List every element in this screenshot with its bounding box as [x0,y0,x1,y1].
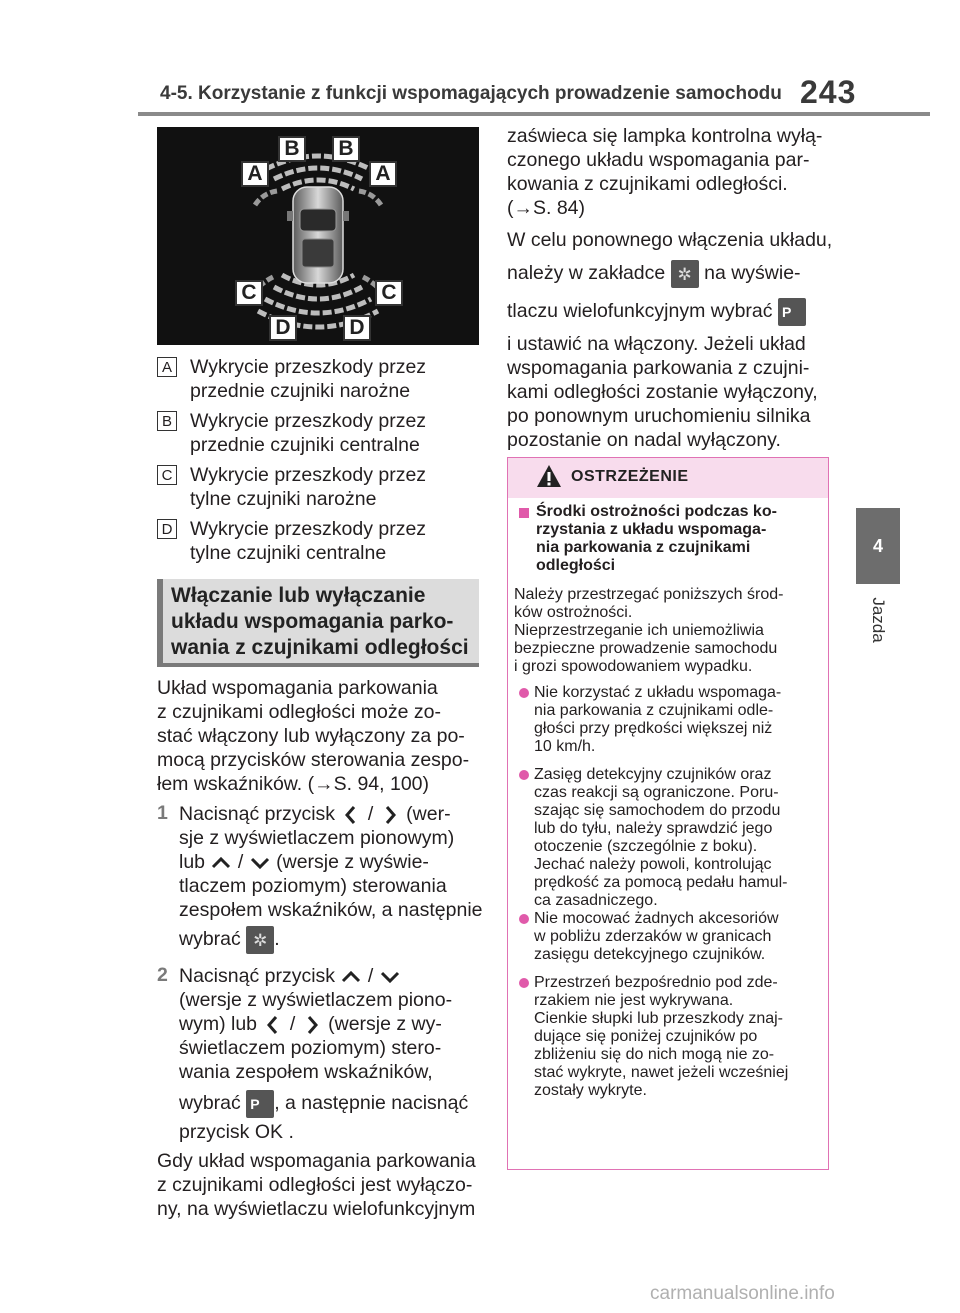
chevron-up-icon [210,852,232,874]
parking-sensor-icon: P [778,298,806,326]
text-line: świetlaczem poziomym) stero- [179,1037,442,1059]
section-heading [157,579,479,667]
text-line: . [288,1121,294,1143]
warning-bullet-text: prędkość za pomocą pedału hamul- [534,874,788,891]
section-heading-bar [157,579,163,663]
text-line: mocą przycisków sterowania zespo- [157,749,470,771]
car-sensor-diagram [157,127,479,345]
right-paragraph-2 [507,228,832,452]
text-line: (wer- [406,803,451,825]
text-line: wybrać [179,928,241,951]
text-line: stać włączony lub wyłączony za po- [157,725,465,747]
round-bullet-icon [519,770,529,780]
text-line: z czujnikami odległości może zo- [157,701,441,723]
text-line: wania zespołem wskaźników, [179,1061,433,1083]
chapter-heading: 4-5. Korzystanie z funkcji wspomagających prowadzenie samochodu [160,83,782,104]
warning-bullet-text: 10 km/h. [534,738,596,755]
warning-bullet-text: czas reakcji są ograniczone. Poru- [534,784,779,801]
text-line: . [274,928,280,951]
round-bullet-icon [519,914,529,924]
text-line: tlaczu wielofunkcyjnym wybrać [507,300,773,323]
text-line: wybrać [179,1092,241,1115]
chapter-label [858,590,898,650]
chevron-down-icon [249,852,271,874]
warning-bullet-text: szając się samochodem do przodu [534,802,781,819]
text-line: , a następnie nacisnąć [274,1092,469,1115]
zone-label-a: A [241,161,269,187]
text-line: i ustawić na włączony. Jeżeli układ [507,333,806,355]
warning-bullet-text: Nie mocować żadnych akcesoriów [534,910,779,927]
zone-label-a: A [369,161,397,187]
text-line: kami odległości zostanie wyłączony, [507,381,818,403]
warning-bullet-text: głości przy prędkości większej niż [534,720,773,737]
text-line: tlaczem poziomym) sterowania [179,875,447,897]
round-bullet-icon [519,688,529,698]
chevron-down-icon [379,966,401,988]
legend-text: tylne czujniki centralne [190,542,387,564]
text-line: Układ wspomagania parkowania [157,677,438,699]
warning-subheading: odległości [536,557,616,574]
text-line: wspomagania parkowania z czujni- [507,357,810,379]
parking-sensor-icon: P [246,1090,274,1118]
warning-bullet-text: zostały wykryte. [534,1082,647,1099]
text-line: łem wskaźników. (→S. 94, 100) [157,773,430,795]
text-line: W celu ponownego włączenia układu, [507,229,833,251]
warning-bullet-text: ca zasadniczego. [534,892,658,909]
watermark: carmanualsonline.info [650,1283,835,1304]
warning-bullet-text: lub do tyłu, należy sprawdzić jego [534,820,773,837]
warning-title: OSTRZEŻENIE [571,468,689,485]
text-line: zaświeca się lampka kontrolna wyłą- [507,125,823,147]
warning-text: i grozi spowodowaniem wypadku. [514,658,753,675]
warning-text: ków ostrożności. [514,604,633,621]
text-line: czonego układu wspomagania par- [507,149,810,171]
warning-bullet-text: zbliżeniu się do nich mogą nie zo- [534,1046,775,1063]
parking-sensor-illustration [157,127,479,345]
warning-header [508,458,828,498]
legend-key: A [157,357,177,377]
chevron-left-icon [340,804,362,826]
text-line: na wyświe- [704,262,801,285]
warning-bullet-text: Cienkie słupki lub przeszkody znaj- [534,1010,783,1027]
chapter-tab[interactable]: 4 [856,508,900,584]
text-line: zespołem wskaźników, a następnie [179,899,483,921]
warning-text: Należy przestrzegać poniższych środ- [514,586,784,603]
text-line: sje z wyświetlaczem pionowym) [179,827,455,849]
header-divider [138,112,930,116]
warning-bullet-text: zasięgu detekcyjnego czujników. [534,946,766,963]
legend-text: tylne czujniki narożne [190,488,377,510]
warning-bullet-text: Jechać należy powoli, kontrolując [534,856,772,873]
zone-label-c: C [375,280,403,306]
warning-text: bezpieczne prowadzenie samochodu [514,640,778,657]
settings-gear-icon [246,926,274,954]
legend-text: Wykrycie przeszkody przez [190,464,427,486]
zone-label-b: B [332,136,360,162]
warning-bullet-text: nia parkowania z czujnikami odle- [534,702,774,719]
warning-text: Nieprzestrzeganie ich uniemożliwia [514,622,764,639]
right-paragraph-1 [507,124,822,220]
section-heading-text: Włączanie lub wyłączanie [171,584,426,607]
text-line: lub [179,851,206,873]
legend-text: Wykrycie przeszkody przez [190,518,427,540]
separator: / [289,1013,296,1035]
chevron-up-icon [340,966,362,988]
chevron-right-icon [301,1014,323,1036]
square-bullet-icon [519,508,529,518]
legend-key: B [157,411,177,431]
chevron-left-icon [262,1014,284,1036]
warning-bullet-text: Przestrzeń bezpośrednio pod zde- [534,974,778,991]
settings-gear-icon [671,260,699,288]
warning-bullet-text: dujące się poniżej czujników po [534,1028,758,1045]
warning-bullet-text: Zasięg detekcyjny czujników oraz [534,766,772,783]
text-line: (→S. 84) [507,197,586,219]
legend-text: przednie czujniki narożne [190,380,411,402]
page-number: 243 [800,74,857,110]
warning-subheading: Środki ostrożności podczas ko- [536,503,777,520]
legend-text: przednie czujniki centralne [190,434,420,456]
warning-subheading: nia parkowania z czujnikami [536,539,751,556]
warning-bullet-text: rzakiem nie jest wykrywana. [534,992,734,1009]
text-line: Nacisnąć przycisk [179,803,336,825]
legend-key: C [157,465,177,485]
warning-triangle-icon [536,464,562,488]
warning-bullet-text: otoczenie (szczególnie z boku). [534,838,758,855]
text-line: (wersje z wy- [328,1013,442,1035]
text-line: wym) lub [179,1013,258,1035]
legend-key: D [157,519,177,539]
text-line: należy w zakładce [507,262,666,285]
section-heading-text: wania z czujnikami odległości [171,636,469,659]
text-line: Gdy układ wspomagania parkowania [157,1150,476,1172]
step-number: 1 [157,802,168,824]
section-heading-text: układu wspomagania parko- [171,610,454,633]
text-line: ny, na wyświetlaczu wielofunkcyjnym [157,1198,476,1220]
chapter-label-text: Jazda [869,597,888,643]
text-line: Nacisnąć przycisk [179,965,336,987]
chevron-right-icon [379,804,401,826]
intro-paragraph [157,676,469,796]
text-line: przycisk [179,1121,250,1143]
warning-box [507,457,829,1170]
text-line: po ponownym uruchomieniu silnika [507,405,811,427]
separator: / [237,851,244,873]
text-line: kowania z czujnikami odległości. [507,173,788,195]
text-line: pozostanie on nadal wyłączony. [507,429,781,451]
legend-text: Wykrycie przeszkody przez [190,356,427,378]
legend-text: Wykrycie przeszkody przez [190,410,427,432]
separator: / [367,965,374,987]
warning-bullet-text: Nie korzystać z układu wspomaga- [534,684,782,701]
text-line: (wersje z wyświe- [276,851,429,873]
step-number: 2 [157,964,168,986]
closing-paragraph [157,1149,476,1221]
warning-bullet-text: w pobliżu zderzaków w granicach [534,928,772,945]
car-body [293,187,343,283]
ok-button-glyph: OK [254,1121,284,1143]
separator: / [367,803,374,825]
zone-label-d: D [343,315,371,341]
text-line: (wersje z wyświetlaczem piono- [179,989,453,1011]
text-line: z czujnikami odległości jest wyłączo- [157,1174,473,1196]
zone-label-b: B [278,136,306,162]
round-bullet-icon [519,978,529,988]
zone-label-c: C [235,280,263,306]
warning-bullet-text: stać wykryte, nawet jeżeli wcześniej [534,1064,789,1081]
warning-subheading: rzystania z układu wspomaga- [536,521,767,538]
zone-label-d: D [269,315,297,341]
